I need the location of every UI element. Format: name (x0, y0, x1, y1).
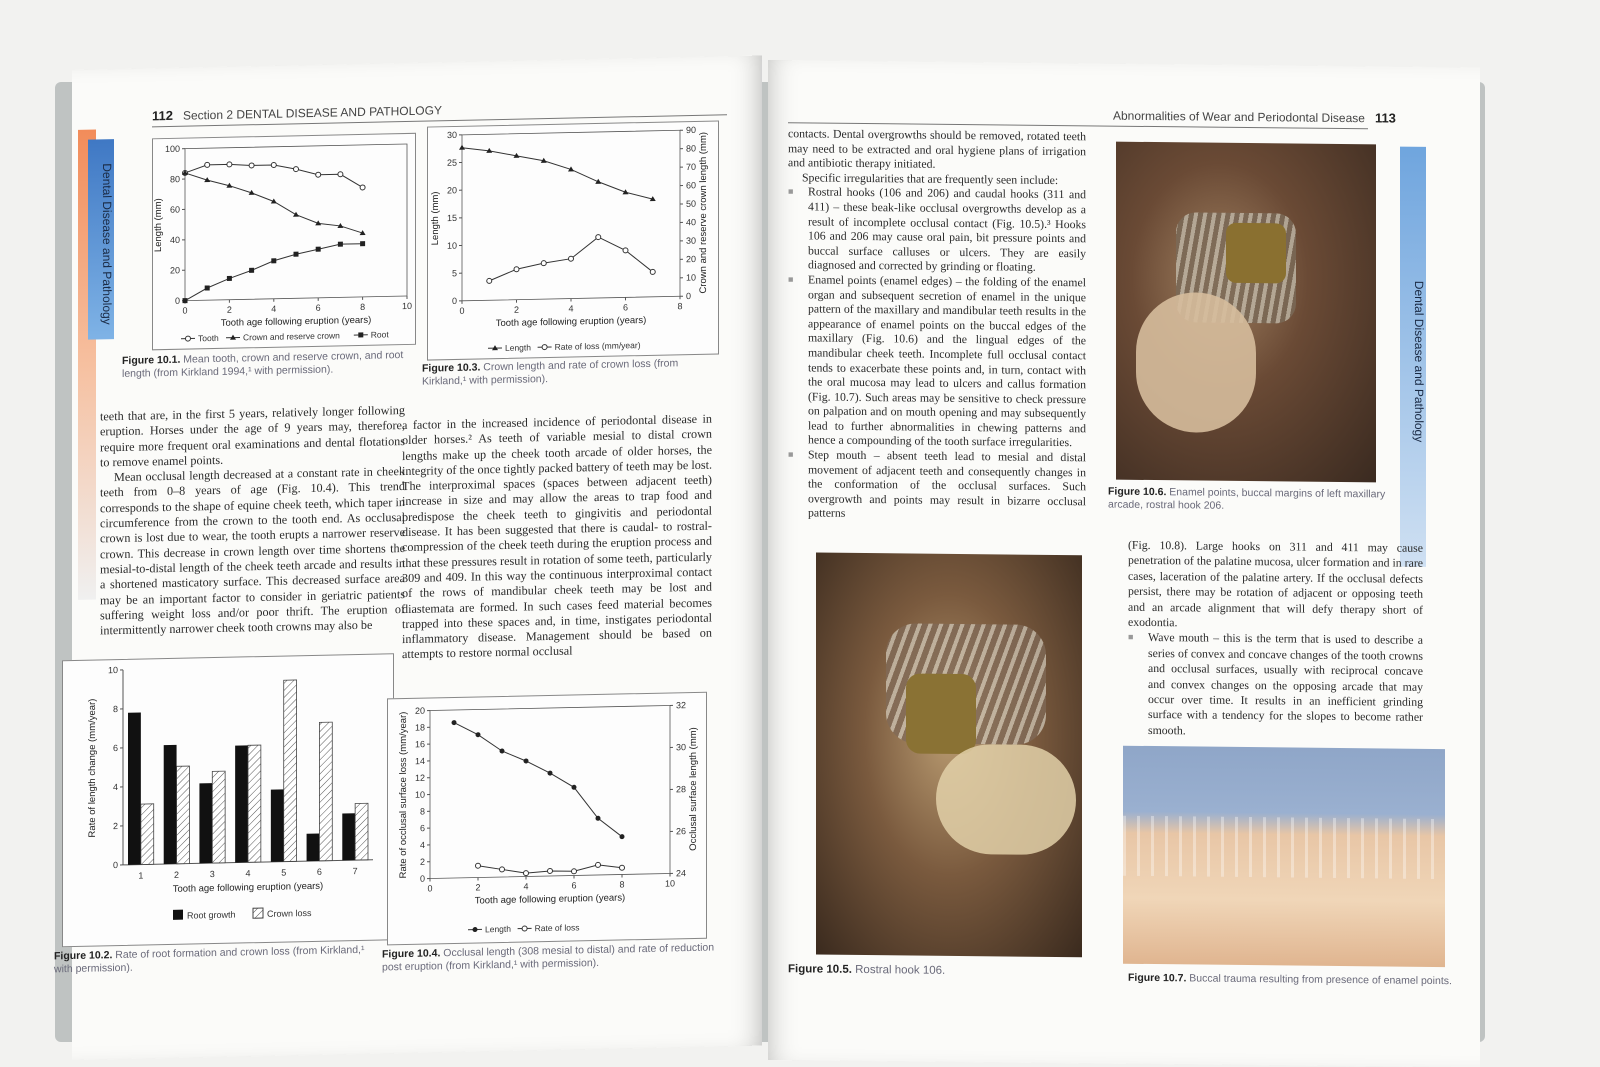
chapter-title: Abnormalities of Wear and Periodontal Disease (1113, 108, 1365, 126)
left-page (54, 56, 762, 1060)
data-point (271, 162, 276, 167)
right-page (768, 60, 1480, 1067)
y-tick-label: 4 (419, 840, 425, 851)
legend-marker (358, 332, 363, 337)
y-tick-label: 10 (446, 240, 457, 251)
data-point (596, 235, 601, 240)
data-point (548, 771, 553, 776)
caption-text: Rostral hook 106. (851, 963, 946, 977)
y-tick-label: 15 (446, 212, 457, 224)
y-tick-label: 6 (419, 823, 425, 834)
bar-root-growth (342, 813, 355, 860)
y2-tick-label: 24 (676, 868, 687, 879)
bar-crown-loss (319, 722, 332, 861)
caption-label: Figure 10.3. (422, 361, 481, 375)
figure-10-3-caption (422, 356, 722, 388)
bar-crown-loss (248, 745, 261, 862)
data-point (487, 278, 492, 283)
photo-enamel-points (1116, 142, 1376, 483)
bar-crown-loss (141, 804, 154, 865)
data-point (271, 258, 276, 263)
data-point (338, 172, 343, 177)
x-tick-label: 8 (619, 879, 625, 890)
data-point (294, 167, 299, 172)
x-tick-label: 10 (664, 878, 676, 889)
x-tick-label: 0 (459, 305, 465, 316)
body-column-right-1 (788, 126, 1086, 523)
y-axis-label: Length (mm) (153, 198, 164, 253)
data-point (249, 268, 254, 273)
bar-crown-loss (212, 771, 225, 863)
caption-label: Figure 10.4. (382, 947, 441, 961)
caption-text: Rate of root formation and crown loss (from Kirkland,¹ with permission). (54, 943, 365, 976)
data-point (205, 162, 210, 167)
section-title: Section 2 DENTAL DISEASE AND PATHOLOGY (183, 103, 442, 123)
y2-axis-label: Occlusal surface length (mm) (688, 727, 699, 851)
x-tick-label: 4 (523, 881, 529, 892)
y-tick-label: 18 (414, 722, 425, 733)
data-point (476, 863, 481, 868)
caption-text: Crown length and rate of crown loss (from Kirkland,¹ with permission). (422, 357, 679, 388)
y-tick-label: 8 (419, 806, 425, 817)
y-tick-label: 20 (169, 265, 180, 276)
y2-tick-label: 30 (686, 235, 697, 246)
paragraph: (Fig. 10.8). Large hooks on 311 and 411 may cause penetration of the palatine mucosa, ulcer formation and in rare cases, laceration of the palatine artery. If the occlusal defects persist, there may be rotation of adjacent or opposing teeth and an arcade alignment that will defy therapy short of exodontia. (1128, 537, 1423, 630)
y2-tick-label: 20 (686, 254, 697, 265)
data-point (227, 276, 232, 281)
y-axis-label: Rate of length change (mm/year) (87, 698, 98, 838)
figure-10-6-caption (1108, 486, 1408, 515)
legend-marker (186, 336, 191, 341)
data-point (623, 248, 628, 253)
x-tick-label: 6 (622, 302, 629, 313)
caption-label: Figure 10.2. (54, 949, 113, 963)
y-tick-label: 20 (414, 705, 425, 716)
legend-label: Length (505, 342, 531, 353)
x-tick-label: 1 (138, 870, 144, 881)
figure-10-2-caption (54, 943, 384, 976)
y2-tick-label: 40 (686, 217, 697, 228)
legend-label: Rate of loss (mm/year) (554, 340, 641, 352)
caption-text: Mean tooth, crown and reserve crown, and root length (from Kirkland 1994,¹ with permission). (122, 349, 404, 380)
y2-axis-label: Crown and reserve crown length (mm) (698, 131, 709, 294)
page-number: 112 (152, 107, 173, 124)
side-tab: Dental Disease and Pathology (1400, 147, 1426, 567)
data-point (316, 247, 321, 252)
data-point (569, 256, 574, 261)
photo-rostral-hook (816, 553, 1082, 958)
y-tick-label: 0 (112, 860, 118, 871)
figure-10-5-caption (788, 963, 1088, 979)
figure-10-4 (387, 692, 707, 946)
caption-text: Buccal trauma resulting from presence of enamel points. (1186, 972, 1452, 988)
paragraph: a factor in the increased incidence of periodontal disease in older horses.² As teeth of variable mesial to distal crown lengths make up the cheek tooth arcade of older horses, the integrity of the once tightly packed battery of teeth may be lost. The interproximal spaces (spaces between adjacent teeth) increase in size and may allow the areas to trap food and predispose the cheek teeth to gingivitis and periodontal disease. It has been suggested that there is caudal- to rostral-compression of the cheek teeth during the eruption process and that these pressures result in rotation of some teeth, particularly 309 and 409. In this way the continuous interproximal contact of the rows of mandibular cheek teeth may be lost and diastemata are formed. In such cases feed material becomes trapped into these spaces and, in time, instigates periodontal inflammatory disease. Management should be based on attempts to restore normal occlusal (402, 411, 713, 662)
bar-crown-loss (284, 680, 297, 862)
data-point (293, 212, 299, 217)
x-tick-label: 0 (182, 305, 188, 316)
y-tick-label: 5 (451, 268, 457, 279)
x-tick-label: 7 (352, 866, 358, 877)
legend-swatch (253, 908, 263, 918)
data-point (205, 285, 210, 290)
caption-label: Figure 10.7. (1128, 971, 1187, 985)
y2-tick-label: 60 (686, 180, 697, 191)
y2-tick-label: 30 (676, 742, 687, 753)
data-point (650, 269, 655, 274)
y2-tick-label: 50 (686, 198, 697, 209)
body-column-2 (402, 412, 712, 663)
x-tick-label: 2 (513, 304, 520, 315)
bar-root-growth (199, 783, 212, 863)
y-tick-label: 2 (419, 856, 425, 867)
y-tick-label: 10 (414, 789, 425, 800)
figure-10-3 (427, 120, 719, 360)
legend-label: Root (370, 329, 389, 340)
y2-tick-label: 10 (686, 272, 697, 283)
figure-10-1 (152, 133, 416, 351)
data-point (316, 172, 321, 177)
x-tick-label: 10 (401, 300, 413, 312)
paragraph: Specific irregularities that are frequently seen include: (802, 170, 1059, 187)
bar-root-growth (307, 834, 320, 862)
legend-label: Crown and reserve crown (243, 330, 340, 343)
y2-tick-label: 0 (686, 291, 692, 302)
caption-text: Occlusal length (308 mesial to distal) and rate of reduction post eruption (from Kirkland,¹ with permission). (382, 941, 715, 974)
chart-10-1 (153, 134, 415, 349)
series-line (185, 244, 363, 301)
x-tick-label: 5 (281, 867, 287, 878)
side-tab: Dental Disease and Pathology (88, 139, 114, 340)
x-tick-label: 2 (226, 304, 232, 315)
x-tick-label: 6 (571, 880, 577, 891)
x-tick-label: 4 (568, 303, 574, 314)
y-tick-label: 60 (169, 204, 180, 215)
y-tick-label: 14 (414, 756, 425, 767)
data-point (249, 163, 254, 168)
plot-frame (462, 130, 680, 301)
page-number: 113 (1374, 110, 1396, 126)
y-tick-label: 40 (169, 234, 180, 246)
body-column-1 (100, 403, 405, 639)
x-tick-label: 6 (316, 866, 322, 877)
y2-tick-label: 32 (676, 700, 687, 711)
paragraph: contacts. Dental overgrowths should be removed, rotated teeth may need to be extracted and oral hygiene plans of irrigation and antibiotic therapy initiated. (788, 126, 1086, 171)
y2-tick-label: 90 (686, 124, 697, 136)
caption-label: Figure 10.1. (122, 353, 181, 367)
y-tick-label: 30 (446, 129, 457, 141)
y-tick-label: 0 (174, 295, 180, 306)
figure-10-2 (62, 653, 394, 947)
x-tick-label: 3 (209, 869, 215, 880)
data-point (572, 869, 577, 874)
x-tick-label: 8 (677, 301, 683, 312)
body-column-right-2 (1128, 538, 1423, 741)
y-tick-label: 25 (446, 157, 457, 168)
bar-root-growth (271, 789, 284, 861)
y2-tick-label: 28 (676, 784, 687, 795)
data-point (500, 867, 505, 872)
x-axis-label: Tooth age following eruption (years) (495, 314, 647, 330)
y-axis-label: Rate of occlusal surface loss (mm/year) (398, 711, 409, 879)
y2-tick-label: 70 (686, 161, 697, 173)
legend-label: Crown loss (267, 907, 312, 919)
caption-text: Enamel points, buccal margins of left maxillary arcade, rostral hook 206. (1108, 486, 1386, 512)
y2-tick-label: 26 (676, 826, 687, 837)
data-point (360, 241, 365, 246)
data-point (459, 145, 465, 150)
figure-10-7-caption (1128, 972, 1458, 988)
data-point (294, 252, 299, 257)
figure-10-1-caption (122, 349, 422, 381)
data-point (227, 162, 232, 167)
data-point (548, 868, 553, 873)
running-head (1113, 108, 1396, 126)
paragraph: teeth that are, in the first 5 years, relatively longer following eruption. Horses under the age of 9 years may, therefore, require more frequent oral examinations and dental flotations to remove enamel points. (100, 403, 405, 470)
x-axis-label: Tooth age following eruption (years) (220, 314, 372, 329)
y-tick-label: 0 (451, 295, 457, 307)
bullet-item: ■ Wave mouth – this is the term that is used to describe a series of convex and concave changes of the tooth crowns and occlusal surfaces, usually with reciprocal concave and convex changes on the opposing arcade that may occur over time. It results in an inefficient grinding surface with a tendency for the slopes to become rather smooth. (1128, 630, 1423, 741)
y2-tick-label: 80 (686, 143, 697, 154)
x-tick-label: 8 (360, 301, 366, 312)
x-tick-label: 6 (315, 302, 321, 313)
legend-swatch (173, 910, 183, 920)
data-point (524, 871, 529, 876)
data-point (360, 185, 365, 190)
data-point (596, 862, 601, 867)
x-tick-label: 4 (271, 303, 277, 314)
x-axis-label: Tooth age following eruption (years) (172, 880, 324, 895)
chart-10-3 (428, 121, 718, 359)
legend-marker (522, 926, 527, 931)
bar-crown-loss (355, 803, 368, 860)
data-point (452, 720, 457, 725)
bar-root-growth (235, 745, 248, 862)
y-tick-label: 4 (112, 782, 118, 793)
legend-label: Length (485, 923, 511, 935)
y-tick-label: 0 (419, 873, 425, 884)
data-point (514, 267, 519, 272)
x-tick-label: 2 (174, 869, 180, 880)
chart-10-4 (388, 693, 706, 945)
y-tick-label: 10 (107, 665, 118, 676)
paragraph: Mean occlusal length decreased at a constant rate in cheek teeth from 0–8 years of age (Fig. 10.4). This trend corresponds to the shape of equine cheek teeth, which taper in circumference from the crown to the tooth end. As occlusal crown is lost due to wear, the tooth erupts a narrower reserve crown. This decrease in crown length over time shortens the mesial-to-distal length of the cheek teeth arcade and results in a shortened masticatory surface. This decreased surface area may be an important factor to consider in geriatric patients suffering weight loss and/or poor thrift. The eruption of intermittently narrower cheek tooth crowns may also be (100, 464, 405, 638)
y-tick-label: 6 (112, 743, 118, 754)
legend-label: Tooth (198, 332, 219, 344)
photo-buccal-trauma (1123, 746, 1445, 967)
data-point (541, 261, 546, 266)
x-tick-label: 0 (427, 883, 433, 894)
plot-frame (430, 705, 670, 878)
y-tick-label: 12 (414, 772, 425, 784)
y-tick-label: 100 (164, 143, 180, 155)
series-line (454, 719, 622, 840)
caption-label: Figure 10.5. (788, 963, 852, 976)
bar-crown-loss (177, 766, 190, 864)
legend-label: Root growth (187, 909, 236, 921)
bar-root-growth (128, 712, 141, 864)
legend-marker (473, 927, 478, 932)
bullet-item: ■ Step mouth – absent teeth lead to mesial and distal movement of adjacent teeth and consequently changes in the conformation of the occlusal surfaces. Such overgrowth and points may result in bizarre occlusal patterns (788, 447, 1086, 523)
x-tick-label: 2 (475, 882, 481, 893)
bullet-item: ■ Enamel points (enamel edges) – the folding of the enamel organ and subsequent secretion of enamel in the unique pattern of the maxillary and mandibular teeth results in the appearance of enamel points on the buccal edges of the maxillary (Fig. 10.6) and the lingual edges of the mandibular cheek teeth. Incomplete full occlusal contact tends to exacerbate these points and, in turn, contact with the oral mucosa may lead to ulcers and callus formation (Fig. 10.7). Such areas may be sensitive to check pressure on palpation and on mouth opening and may subsequently lead to further abnormalities in chewing patterns and hence a compounding of the tooth surface irregularities. (788, 272, 1086, 450)
legend-label: Rate of loss (534, 922, 580, 934)
caption-label: Figure 10.6. (1108, 485, 1167, 499)
figure-10-4-caption (382, 941, 717, 974)
chart-10-2 (63, 654, 393, 946)
y-axis-label: Length (mm) (430, 191, 441, 246)
bullet-item: ■ Rostral hooks (106 and 206) and caudal hooks (311 and 411) – these beak-like occlusal overgrowths develop as a result of incomplete occlusal contact (Fig. 10.5).³ Hooks 106 and 206 may cause oral pain, bit pressure points and buccal surface calluses or ulcers. They are easily diagnosed and corrected by grinding or floating. (788, 185, 1086, 276)
bar-root-growth (164, 745, 177, 864)
data-point (620, 865, 625, 870)
data-point (524, 758, 529, 763)
y-tick-label: 16 (414, 739, 425, 750)
y-tick-label: 8 (112, 704, 118, 715)
x-axis-label: Tooth age following eruption (years) (474, 892, 626, 907)
y-tick-label: 20 (446, 185, 457, 196)
x-tick-label: 4 (245, 868, 251, 879)
y-tick-label: 80 (169, 174, 180, 185)
y-tick-label: 2 (112, 821, 118, 832)
legend-marker (542, 345, 547, 350)
data-point (183, 298, 188, 303)
data-point (338, 242, 343, 247)
